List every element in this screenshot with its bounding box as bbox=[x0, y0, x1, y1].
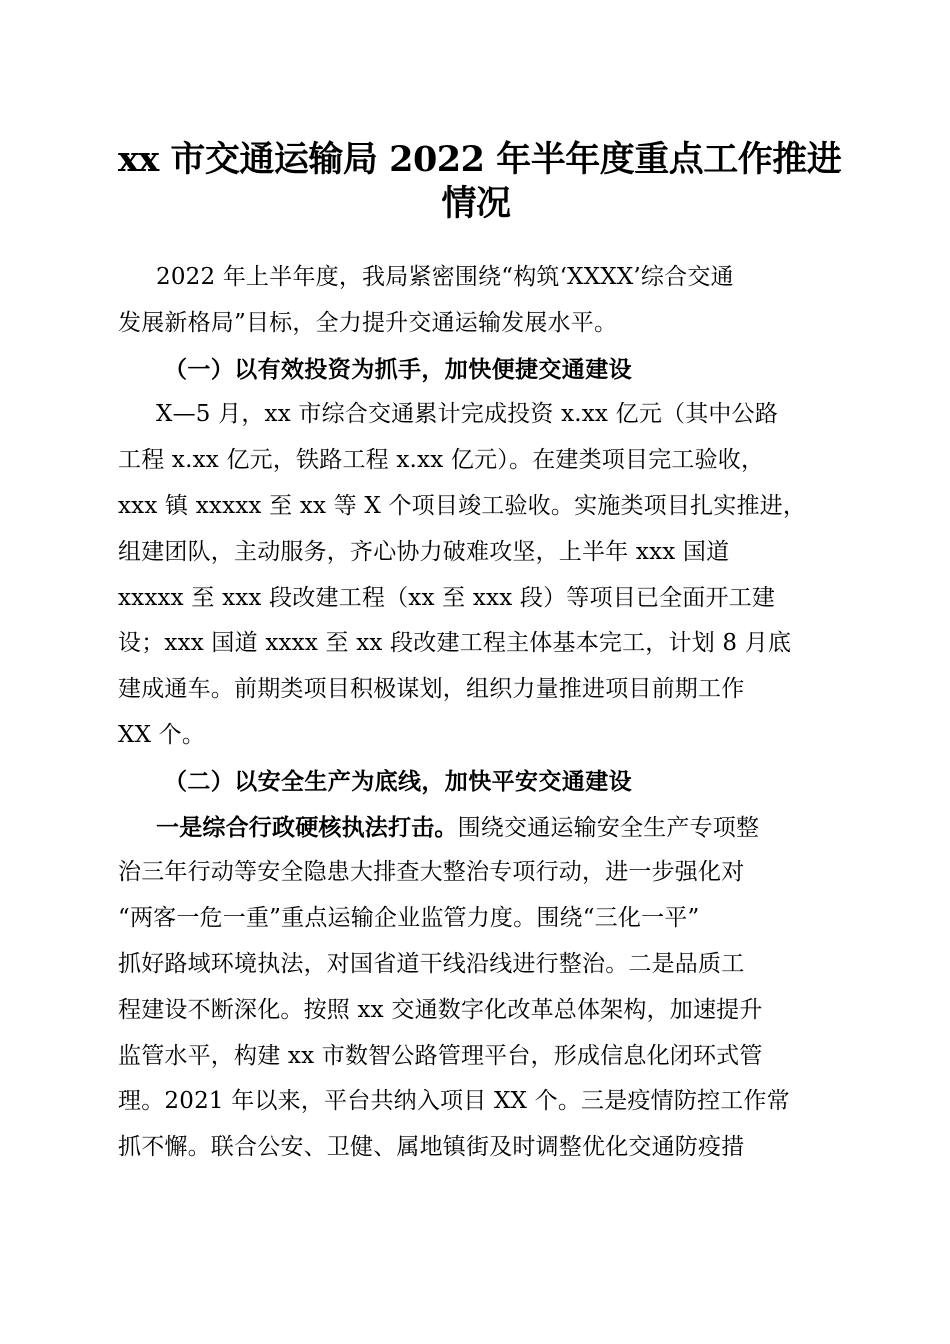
section-1-line-6: 设；xxx 国道 xxxx 至 xx 段改建工程主体基本完工，计划 8 月底 bbox=[118, 630, 792, 657]
section-1-line-7: 建成通车。前期类项目积极谋划，组织力量推进项目前期工作 bbox=[118, 676, 745, 703]
intro-line-1: 2022 年上半年度，我局紧密围绕“构筑‘XXXX’综合交通 bbox=[156, 264, 734, 290]
section-2-lead-rest: 围绕交通运输安全生产专项整 bbox=[457, 814, 760, 841]
section-1-line-2: 工程 x.xx 亿元，铁路工程 x.xx 亿元）。在建类项目完工验收， bbox=[118, 447, 765, 474]
intro-line-2: 发展新格局”目标，全力提升交通运输发展水平。 bbox=[118, 309, 618, 336]
section-2-lead-bold: 一是综合行政硬核执法打击。 bbox=[156, 813, 458, 841]
section-1-line-3: xxx 镇 xxxxx 至 xx 等 X 个项目竣工验收。实施类项目扎实推进， bbox=[118, 492, 807, 519]
section-2-line-4: 抓好路域环境执法，对国省道干线沿线进行整治。二是品质工 bbox=[118, 950, 745, 977]
document-page bbox=[118, 138, 842, 1161]
section-2-heading bbox=[118, 759, 834, 805]
section-1-line-4: 组建团队，主动服务，齐心协力破难攻坚，上半年 xxx 国道 bbox=[118, 538, 730, 565]
section-2-heading-text: （二）以安全生产为底线，加快平安交通建设 bbox=[164, 767, 632, 795]
section-1-paragraph bbox=[118, 392, 834, 758]
section-1-heading bbox=[118, 347, 834, 393]
document-body bbox=[118, 255, 834, 1171]
section-2-line-2: 治三年行动等安全隐患大排查大整治专项行动，进一步强化对 bbox=[118, 859, 745, 886]
section-2-line-6: 监管水平，构建 xx 市数智公路管理平台，形成信息化闭环式管 bbox=[118, 1042, 763, 1069]
section-1-line-1: X—5 月，xx 市综合交通累计完成投资 x.xx 亿元（其中公路 bbox=[156, 401, 779, 428]
section-2-paragraph bbox=[118, 805, 834, 1171]
section-2-line-5: 程建设不断深化。按照 xx 交通数字化改革总体架构，加速提升 bbox=[118, 996, 763, 1023]
document-title bbox=[118, 138, 842, 226]
intro-paragraph bbox=[118, 255, 834, 347]
section-1-heading-text: （一）以有效投资为抓手，加快便捷交通建设 bbox=[164, 355, 632, 383]
title-line-1: xx 市交通运输局 2022 年半年度重点工作推进 bbox=[118, 139, 842, 180]
section-2-line-3: “两客一危一重”重点运输企业监管力度。围绕“三化一平” bbox=[118, 905, 700, 932]
section-2-line-7: 理。2021 年以来，平台共纳入项目 XX 个。三是疫情防控工作常 bbox=[118, 1088, 790, 1115]
section-1-line-5: xxxxx 至 xxx 段改建工程（xx 至 xxx 段）等项目已全面开工建 bbox=[118, 584, 776, 611]
section-1-line-8: XX 个。 bbox=[118, 721, 206, 748]
section-2-line-1 bbox=[118, 805, 834, 851]
section-2-line-8: 抓不懈。联合公安、卫健、属地镇街及时调整优化交通防疫措 bbox=[118, 1134, 745, 1161]
title-line-2: 情况 bbox=[441, 183, 511, 224]
